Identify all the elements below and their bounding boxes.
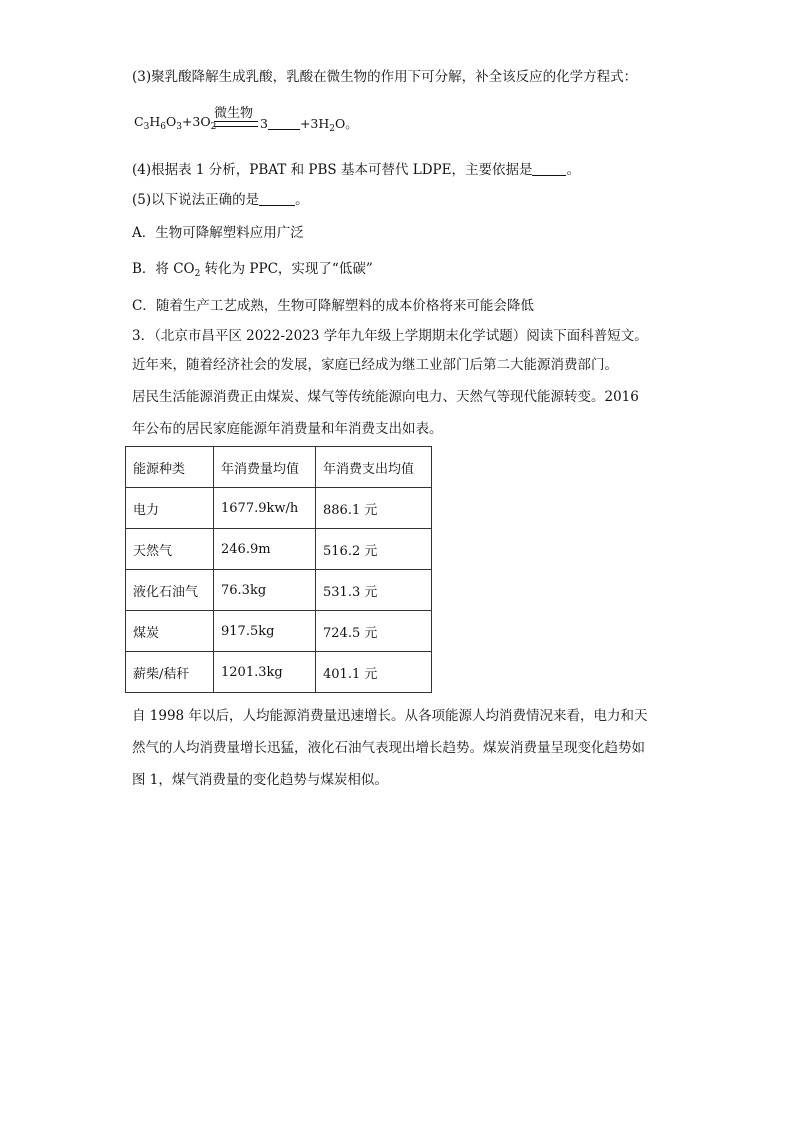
table-row (126, 611, 432, 652)
equation-reactants: $C_3H_6O_3+3O_2$ (134, 114, 217, 132)
table-cell: 1677.9kw/h (214, 488, 316, 529)
table-cell: 煤炭 (126, 611, 214, 652)
table-cell: 液化石油气 (126, 570, 214, 611)
table-cell: 天然气 (126, 529, 214, 570)
option-c: C．随着生产工艺成熟，生物可降解塑料的成本价格将来可能会降低 (132, 298, 534, 314)
energy-consumption-table (125, 446, 432, 693)
answer-blank[interactable] (259, 193, 295, 206)
table-row (126, 570, 432, 611)
paragraph-2-line-1: 居民生活能源消费正由煤炭、煤气等传统能源向电力、天然气等现代能源转变。2016 (132, 389, 639, 405)
reaction-equals-sign (214, 121, 258, 127)
table-cell: 1201.3kg (214, 652, 316, 693)
table-cell: 917.5kg (214, 611, 316, 652)
option-a: A．生物可降解塑料应用广泛 (132, 225, 304, 241)
question-4: (4)根据表 1 分析，PBAT 和 PBS 基本可替代 LDPE，主要依据是 。 (132, 162, 580, 178)
table-header-cell: 能源种类 (126, 447, 214, 488)
paragraph-2-line-2: 年公布的居民家庭能源年消费量和年消费支出如表。 (132, 421, 443, 437)
question-5: (5)以下说法正确的是 。 (132, 192, 309, 208)
table-header-row (126, 447, 432, 488)
table-cell: 516.2 元 (316, 529, 432, 570)
table-cell: 电力 (126, 488, 214, 529)
reaction-condition: 微生物 (214, 106, 254, 121)
table-cell: 401.1 元 (316, 652, 432, 693)
table-cell: 531.3 元 (316, 570, 432, 611)
paragraph-3-line-2: 然气的人均消费量增长迅猛，液化石油气表现出增长趋势。煤炭消费量呈现变化趋势如 (132, 740, 645, 756)
table-cell: 薪柴/秸秆 (126, 652, 214, 693)
paragraph-3-line-3: 图 1，煤气消费量的变化趋势与煤炭相似。 (132, 772, 388, 788)
answer-blank[interactable] (268, 117, 300, 130)
table-row (126, 652, 432, 693)
table-cell: 246.9m (214, 529, 316, 570)
table-cell: 724.5 元 (316, 611, 432, 652)
table-header-cell: 年消费量均值 (214, 447, 316, 488)
question-source: 3．（北京市昌平区 2022-2023 学年九年级上学期期末化学试题）阅读下面科普短文。 (132, 328, 648, 344)
table-row (126, 488, 432, 529)
paragraph-3-line-1: 自 1998 年以后，人均能源消费量迅速增长。从各项能源人均消费情况来看，电力和天 (132, 708, 648, 724)
table-header-cell: 年消费支出均值 (316, 447, 432, 488)
table-cell: 76.3kg (214, 570, 316, 611)
answer-blank[interactable] (532, 163, 566, 176)
equation-products: $3 +3H_2O$。 (260, 116, 358, 134)
paragraph-1: 近年来，随着经济社会的发展，家庭已经成为继工业部门后第二大能源消费部门。 (132, 357, 618, 373)
option-b: B．将 $CO_2$ 转化为 PPC，实现了“低碳” (132, 261, 373, 279)
question-3-stem: (3)聚乳酸降解生成乳酸，乳酸在微生物的作用下可分解，补全该反应的化学方程式： (132, 69, 638, 85)
table-row (126, 529, 432, 570)
table-cell: 886.1 元 (316, 488, 432, 529)
